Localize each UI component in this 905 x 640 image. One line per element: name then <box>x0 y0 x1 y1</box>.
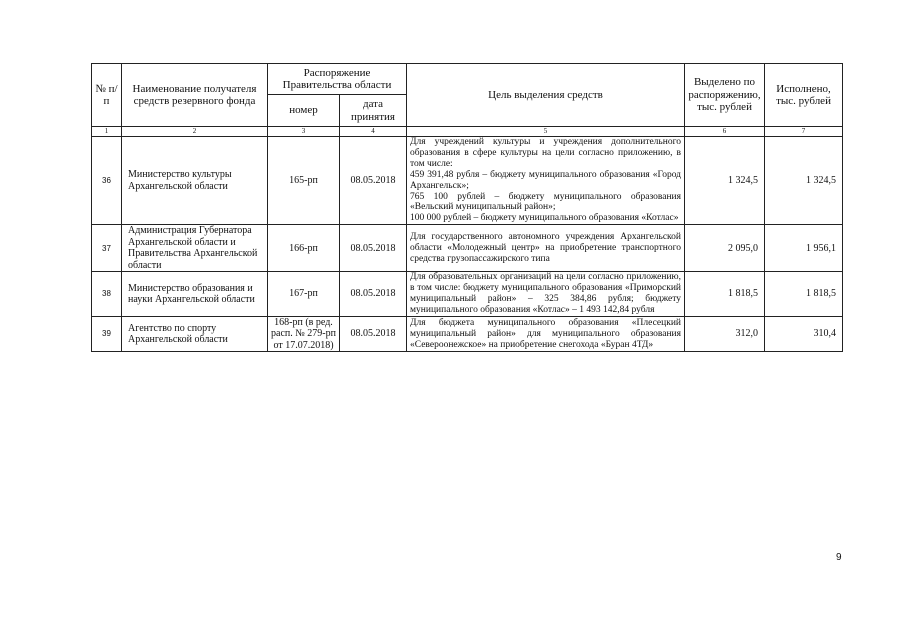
row-number: 39 <box>92 316 122 352</box>
column-number: 2 <box>122 127 268 137</box>
table-row <box>92 137 843 225</box>
row-number: 36 <box>92 137 122 225</box>
order-date: 08.05.2018 <box>340 272 407 317</box>
executed-amount: 1 956,1 <box>765 225 843 272</box>
header-recipient: Наименование получателя средств резервного фонда <box>122 64 268 127</box>
row-number: 37 <box>92 225 122 272</box>
header-order-number: номер <box>268 95 340 127</box>
header-num: № п/п <box>92 64 122 127</box>
order-number: 168-рп (в ред. расп. № 279-рп от 17.07.2018) <box>268 316 340 352</box>
allocated-amount: 2 095,0 <box>685 225 765 272</box>
order-number: 165-рп <box>268 137 340 225</box>
order-date: 08.05.2018 <box>340 316 407 352</box>
header-order-date: дата принятия <box>340 95 407 127</box>
executed-amount: 1 324,5 <box>765 137 843 225</box>
row-number: 38 <box>92 272 122 317</box>
recipient-name: Администрация Губернатора Архангельской области и Правительства Архангельской области <box>122 225 268 272</box>
recipient-name: Агентство по спорту Архангельской области <box>122 316 268 352</box>
header-order-group: Распоряжение Правительства области <box>268 64 407 95</box>
column-number: 3 <box>268 127 340 137</box>
purpose-text: Для образовательных организаций на цели согласно приложению, в том числе: бюджету муниципального образования «Приморский муниципальный район» – 325 384,86 рубля; бюджету муниципального образования «Котлас» – 1 493 142,84 рубля <box>407 272 685 317</box>
executed-amount: 310,4 <box>765 316 843 352</box>
column-number: 4 <box>340 127 407 137</box>
purpose-text: Для государственного автономного учреждения Архангельской области «Молодежный центр» на приобретение транспортного средства грузопассажирского типа <box>407 225 685 272</box>
column-number: 1 <box>92 127 122 137</box>
header-allocated: Выделено по распоряжению, тыс. рублей <box>685 64 765 127</box>
allocated-amount: 1 818,5 <box>685 272 765 317</box>
order-date: 08.05.2018 <box>340 137 407 225</box>
column-number: 7 <box>765 127 843 137</box>
purpose-text: Для учреждений культуры и учреждения дополнительного образования в сфере культуры на цели согласно приложению, в том числе: 459 391,48 рубля – бюджету муниципального образования «Город Архангельск»; 765 100 рублей – бюджету муниципального образования «Вельский муниципальный район»; 100 000 рублей – бюджету муниципального образования «Котлас» <box>407 137 685 225</box>
allocated-amount: 1 324,5 <box>685 137 765 225</box>
order-number: 166-рп <box>268 225 340 272</box>
table-row <box>92 225 843 272</box>
table-row <box>92 316 843 352</box>
recipient-name: Министерство образования и науки Архангельской области <box>122 272 268 317</box>
executed-amount: 1 818,5 <box>765 272 843 317</box>
allocated-amount: 312,0 <box>685 316 765 352</box>
header-purpose: Цель выделения средств <box>407 64 685 127</box>
recipient-name: Министерство культуры Архангельской области <box>122 137 268 225</box>
column-number: 5 <box>407 127 685 137</box>
allocation-table <box>91 63 843 352</box>
purpose-text: Для бюджета муниципального образования «Плесецкий муниципальный район» для муниципального образования «Североонежское» на приобретение снегохода «Буран 4ТД» <box>407 316 685 352</box>
table-row <box>92 272 843 317</box>
page-number: 9 <box>836 552 842 563</box>
column-number: 6 <box>685 127 765 137</box>
header-executed: Исполнено, тыс. рублей <box>765 64 843 127</box>
order-number: 167-рп <box>268 272 340 317</box>
order-date: 08.05.2018 <box>340 225 407 272</box>
